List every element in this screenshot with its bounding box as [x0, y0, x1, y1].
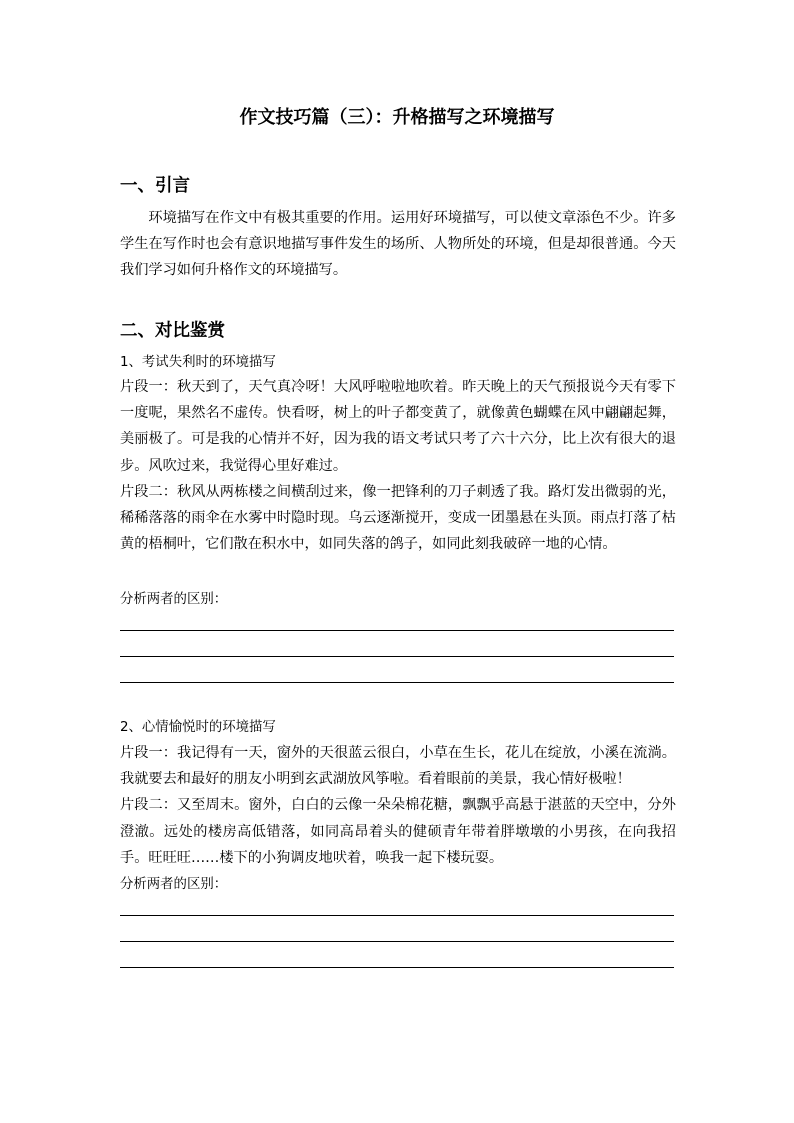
- part1-analysis-prompt: 分析两者的区别：: [120, 592, 228, 607]
- part1-answer-line-1: [120, 630, 674, 631]
- part1-answer-line-3: [120, 682, 674, 683]
- part2-answer-line-3: [120, 967, 674, 968]
- document-title: 作文技巧篇（三）：升格描写之环境描写: [239, 107, 555, 128]
- part2-analysis-prompt: 分析两者的区别：: [120, 877, 228, 892]
- part2-excerpt-1: 片段一：我记得有一天，窗外的天很蓝云很白，小草在生长，花儿在绽放，小溪在流淌。我就要去和最好的朋友小明到玄武湖放风筝啦。看着眼前的美景，我心情好极啦！: [120, 745, 676, 788]
- introduction-text: 环境描写在作文中有极其重要的作用。运用好环境描写，可以使文章添色不少。许多学生在写作时也会有意识地描写事件发生的场所、人物所处的环境，但是却很普通。今天我们学习如何升格作文的环境描写。: [120, 210, 676, 279]
- part1-excerpt-2: 片段二：秋风从两栋楼之间横刮过来，像一把锋利的刀子刺透了我。路灯发出微弱的光，稀稀落落的雨伞在水雾中时隐时现。乌云逐渐搅开，变成一团墨悬在头顶。雨点打落了枯黄的梧桐叶，它们散在积水中，如同失落的鸽子，如同此刻我破碎一地的心情。: [120, 483, 676, 553]
- section-heading-introduction: 一、引言: [120, 176, 190, 196]
- part2-excerpts: [120, 740, 676, 871]
- part1-excerpts: [120, 374, 676, 557]
- part2-answer-line-2: [120, 941, 674, 942]
- part2-subheading: 2、心情愉悦时的环境描写: [120, 720, 276, 735]
- part1-answer-line-2: [120, 656, 674, 657]
- part1-subheading: 1、考试失利时的环境描写: [120, 355, 276, 370]
- part2-excerpt-2: 片段二：又至周末。窗外，白白的云像一朵朵棉花糖，飘飘乎高悬于湛蓝的天空中，分外澄澈。远处的楼房高低错落，如同高昂着头的健硕青年带着胖墩墩的小男孩，在向我招手。旺旺旺……楼下的小狗调皮地吠着，唤我一起下楼玩耍。: [120, 797, 676, 866]
- section-heading-comparison: 二、对比鉴赏: [120, 321, 225, 341]
- part2-answer-line-1: [120, 915, 674, 916]
- introduction-paragraph: [120, 205, 676, 284]
- part1-excerpt-1: 片段一：秋天到了，天气真冷呀！大风呼啦啦地吹着。昨天晚上的天气预报说今天有零下一度呢，果然名不虚传。快看呀，树上的叶子都变黄了，就像黄色蝴蝶在风中翩翩起舞，美丽极了。可是我的心情并不好，因为我的语文考试只考了六十六分，比上次有很大的退步。风吹过来，我觉得心里好难过。: [120, 379, 676, 474]
